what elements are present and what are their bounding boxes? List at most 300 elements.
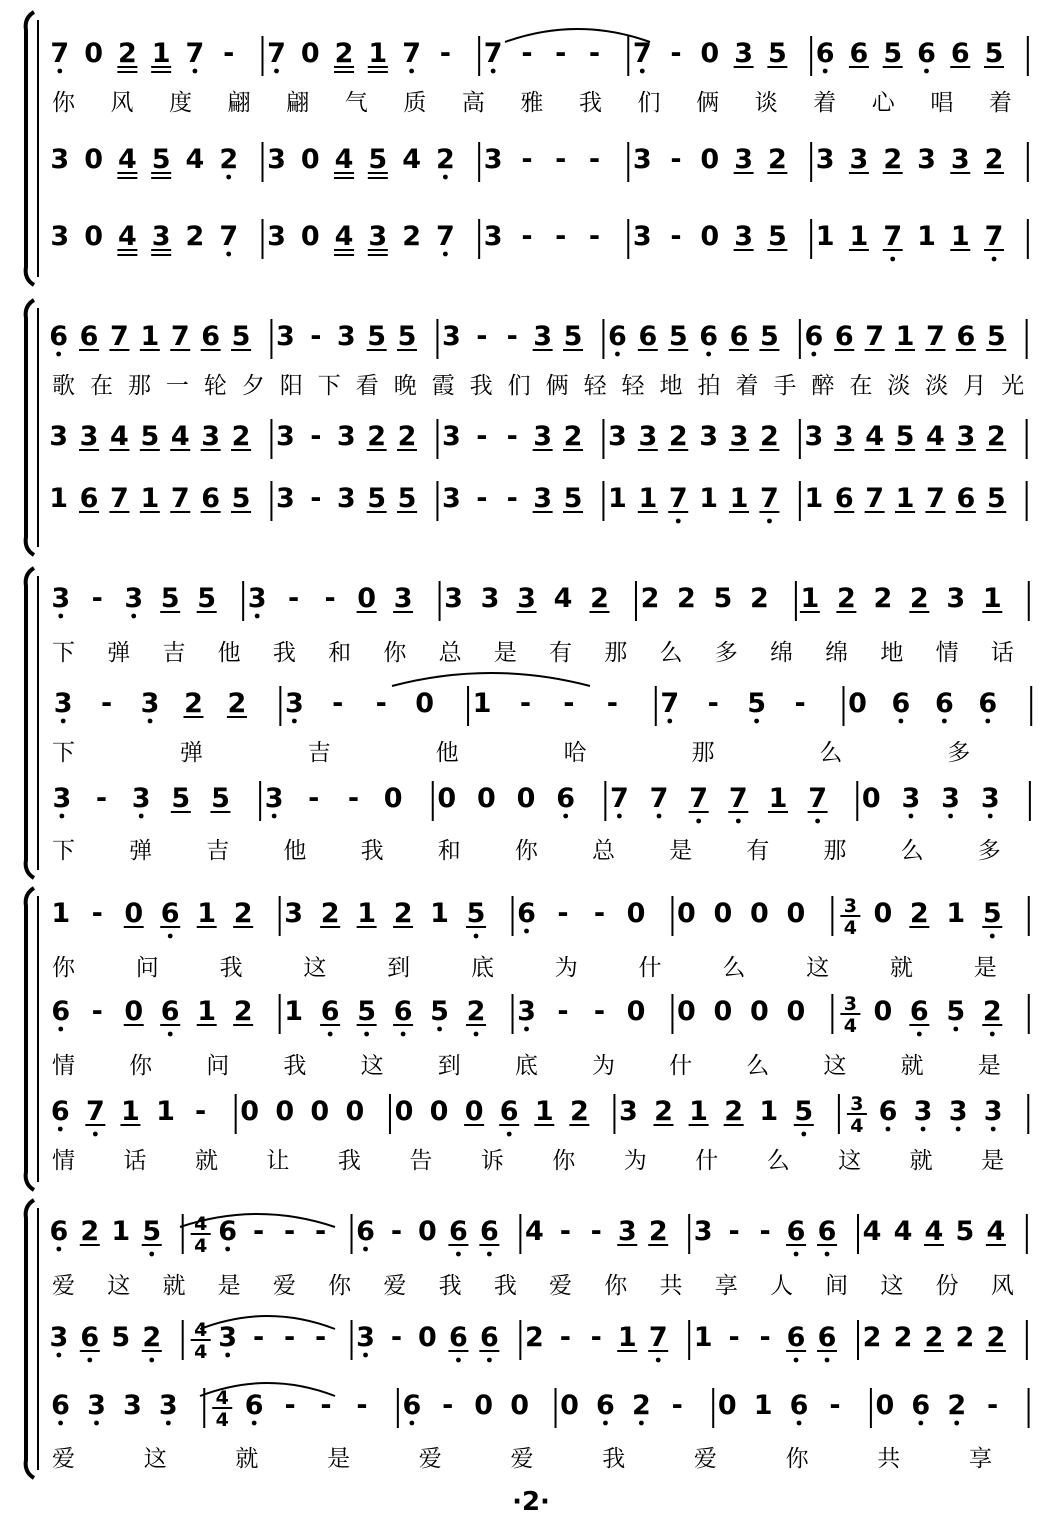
lyric-character: 诉 — [480, 1148, 504, 1174]
octave-dot — [139, 814, 144, 819]
note: 5 — [955, 1216, 975, 1247]
note: - — [390, 1216, 403, 1247]
note: 3 — [815, 144, 835, 175]
lyric-character: 和 — [328, 640, 352, 666]
note: 5 — [231, 483, 251, 514]
note: 3 — [123, 1390, 142, 1421]
note: 0 — [310, 1096, 330, 1127]
octave-dot — [801, 1132, 806, 1137]
lyric-character: 总 — [438, 640, 462, 666]
lyric-character: 我 — [493, 1273, 517, 1299]
octave-dot — [706, 352, 711, 357]
lyric-character: 人 — [769, 1273, 793, 1299]
note: - — [590, 1322, 602, 1353]
note: 2 — [750, 583, 769, 614]
octave-dot — [985, 719, 990, 724]
lyric-character: 那 — [823, 838, 847, 864]
note: - — [91, 898, 103, 929]
note: 3 — [276, 321, 295, 352]
lyric-character: 他 — [217, 640, 241, 666]
octave-dot — [921, 1127, 926, 1132]
note: 1 — [111, 1216, 131, 1247]
lyric-character: 心 — [871, 90, 895, 116]
note: 3 — [533, 421, 553, 452]
lyric-character: 爱 — [510, 1446, 534, 1472]
note: 4 — [170, 421, 190, 452]
octave-dot — [924, 69, 929, 74]
note: 3 — [284, 898, 304, 929]
time-signature-bottom: 4 — [215, 1409, 229, 1431]
note: - — [91, 583, 103, 614]
lyric-character: 爱 — [549, 1273, 573, 1299]
octave-dot — [657, 814, 662, 819]
lyric-character: 在 — [89, 373, 113, 399]
note: - — [314, 1216, 327, 1247]
note: 7 — [865, 483, 885, 514]
octave-dot — [767, 519, 772, 524]
note: 6 — [218, 1216, 238, 1247]
note: 3 — [517, 996, 536, 1027]
note: 3 — [284, 688, 304, 719]
octave-dot — [815, 819, 820, 824]
note: - — [671, 1390, 683, 1421]
octave-dot — [886, 1127, 891, 1132]
time-signature-top: 3 — [850, 1093, 864, 1115]
note: - — [728, 1216, 740, 1247]
time-signature-bottom: 4 — [850, 1115, 864, 1137]
note: 3 — [442, 421, 461, 452]
note: 3 — [87, 1390, 106, 1421]
lyric-character: 就 — [235, 1446, 259, 1472]
lyric-character: 到 — [387, 955, 411, 981]
octave-dot — [363, 1353, 368, 1358]
lyric-character: 我 — [272, 640, 296, 666]
octave-dot — [61, 719, 66, 724]
note: 2 — [984, 144, 1004, 175]
lyric-character: 这 — [880, 1273, 904, 1299]
lyric-character: 我 — [578, 90, 602, 116]
lyric-character: 为 — [592, 1053, 615, 1079]
note: - — [759, 1216, 771, 1247]
note: 2 — [80, 1216, 100, 1247]
system-bracket — [26, 888, 34, 1190]
lyric-character: 多 — [947, 740, 971, 766]
note: - — [95, 783, 108, 814]
note: 5 — [140, 421, 160, 452]
note: 2 — [836, 583, 856, 614]
note: 5 — [767, 221, 787, 252]
note: 3 — [734, 38, 753, 69]
time-signature-top: 4 — [194, 1319, 208, 1341]
note: 6 — [556, 783, 576, 814]
note: 2 — [883, 144, 903, 175]
note: 7 — [984, 221, 1004, 252]
note: 0 — [477, 783, 496, 814]
octave-dot — [615, 352, 620, 357]
octave-dot — [168, 934, 173, 939]
note: 7 — [660, 688, 680, 719]
note: 2 — [947, 1390, 967, 1421]
note: 6 — [699, 321, 719, 352]
lyric-character: 着 — [735, 373, 759, 399]
note: 6 — [789, 1390, 809, 1421]
note: 0 — [474, 1390, 494, 1421]
octave-dot — [87, 1358, 92, 1363]
note: 7 — [728, 783, 748, 814]
lyric-character: 阳 — [279, 373, 303, 399]
lyric-character: 问 — [206, 1053, 230, 1079]
note: - — [593, 898, 606, 929]
note: 1 — [693, 1322, 713, 1353]
lyric-character: 情 — [935, 640, 959, 666]
note: 3 — [264, 783, 284, 814]
note: 0 — [300, 144, 320, 175]
note: - — [194, 1096, 207, 1127]
note: 7 — [170, 483, 190, 514]
lyric-character: 是 — [669, 838, 693, 864]
note: 2 — [760, 421, 779, 452]
octave-dot — [168, 1032, 173, 1037]
lyric-character: 享 — [968, 1446, 992, 1472]
note: 0 — [510, 1390, 530, 1421]
note: 2 — [909, 583, 929, 614]
octave-dot — [58, 1127, 63, 1132]
note: 6 — [80, 1322, 100, 1353]
lyric-character: 那 — [691, 740, 715, 766]
note: 3 — [834, 421, 854, 452]
note: 7 — [170, 321, 190, 352]
lyric-character: 弹 — [107, 640, 131, 666]
note: 2 — [393, 898, 413, 929]
note: - — [284, 1390, 296, 1421]
note: 0 — [626, 996, 646, 1027]
lyric-character: 是 — [217, 1273, 241, 1299]
note: - — [555, 221, 567, 252]
note: 6 — [49, 321, 69, 352]
note: 1 — [895, 321, 915, 352]
note: 2 — [320, 898, 340, 929]
note: 3 — [50, 221, 70, 252]
note: - — [223, 38, 235, 69]
lyric-character: 度 — [169, 90, 193, 116]
note: 3 — [619, 1096, 638, 1127]
time-signature-top: 4 — [215, 1387, 229, 1409]
note: 1 — [284, 996, 304, 1027]
lyric-character: 他 — [435, 740, 459, 766]
note: 1 — [917, 221, 936, 252]
note: 6 — [51, 1390, 70, 1421]
note: 5 — [368, 144, 388, 175]
note: - — [310, 421, 322, 452]
note: 2 — [142, 1322, 162, 1353]
note: 4 — [334, 221, 354, 252]
note: 3 — [617, 1216, 637, 1247]
octave-dot — [443, 175, 448, 180]
note: - — [521, 144, 533, 175]
octave-dot — [487, 1358, 492, 1363]
note: 7 — [483, 38, 503, 69]
lyric-character: 爱 — [52, 1446, 75, 1472]
octave-dot — [443, 252, 448, 257]
note: - — [320, 1390, 332, 1421]
note: 1 — [759, 1096, 779, 1127]
octave-dot — [811, 352, 816, 357]
note: 3 — [336, 321, 356, 352]
note: 0 — [345, 1096, 365, 1127]
note: 0 — [437, 783, 457, 814]
note: 3 — [218, 1322, 238, 1353]
note: 7 — [649, 783, 669, 814]
note: 3 — [980, 783, 1000, 814]
note: 4 — [185, 144, 205, 175]
note: 2 — [873, 583, 893, 614]
lyric-character: 晚 — [393, 373, 417, 399]
octave-dot — [823, 69, 828, 74]
note: 3 — [608, 421, 627, 452]
note: 2 — [227, 688, 247, 719]
note: - — [308, 783, 320, 814]
note: 6 — [393, 996, 413, 1027]
note: 1 — [729, 483, 749, 514]
note: 1 — [51, 898, 71, 929]
note: - — [521, 38, 533, 69]
time-signature-bottom: 4 — [194, 1235, 208, 1257]
note: 0 — [516, 783, 536, 814]
lyric-character: 俩 — [545, 373, 569, 399]
note: 6 — [638, 321, 658, 352]
note: 1 — [849, 221, 869, 252]
lyric-character: 光 — [1001, 373, 1025, 399]
octave-dot — [401, 1032, 406, 1037]
note: - — [288, 583, 300, 614]
note: 6 — [160, 898, 180, 929]
note: 2 — [233, 898, 253, 929]
note: 3 — [941, 783, 960, 814]
lyric-character: 吉 — [162, 640, 186, 666]
note: 5 — [982, 898, 1002, 929]
note: 6 — [517, 898, 536, 929]
octave-dot — [57, 69, 62, 74]
lyric-character: 话 — [990, 640, 1014, 666]
note: 1 — [699, 483, 719, 514]
time-signature-top: 4 — [194, 1213, 208, 1235]
note: - — [253, 1216, 265, 1247]
note: 0 — [357, 583, 377, 614]
octave-dot — [825, 1358, 830, 1363]
note: 2 — [397, 421, 417, 452]
note: 0 — [626, 898, 646, 929]
system-bracket — [26, 300, 34, 555]
note: 5 — [397, 483, 417, 514]
note: 1 — [804, 483, 824, 514]
octave-dot — [990, 934, 995, 939]
lyric-character: 什 — [669, 1053, 693, 1079]
lyric-character: 雅 — [520, 90, 544, 116]
note: 6 — [917, 38, 936, 69]
octave-dot — [487, 1252, 492, 1257]
lyric-character: 吉 — [206, 838, 230, 864]
octave-dot — [166, 1421, 171, 1426]
lyric-character: 着 — [988, 90, 1012, 116]
note: 1 — [617, 1322, 637, 1353]
octave-dot — [991, 1127, 996, 1132]
lyric-character: 就 — [162, 1273, 186, 1299]
note: 0 — [84, 38, 103, 69]
octave-dot — [954, 1421, 959, 1426]
note: 1 — [689, 1096, 708, 1127]
octave-dot — [794, 1358, 799, 1363]
lyric-character: 弹 — [129, 838, 153, 864]
lyric-character: 为 — [623, 1148, 647, 1174]
note: 5 — [883, 38, 903, 69]
note: 3 — [140, 688, 160, 719]
note: - — [375, 688, 387, 719]
lyric-character: 你 — [604, 1273, 628, 1299]
note: 0 — [677, 898, 696, 929]
note: 7 — [609, 783, 629, 814]
note: 6 — [79, 483, 99, 514]
note: - — [476, 321, 488, 352]
octave-dot — [603, 1421, 608, 1426]
lyric-character: 我 — [283, 1053, 307, 1079]
note: 6 — [817, 1322, 837, 1353]
octave-dot — [226, 252, 231, 257]
lyric-character: 这 — [107, 1273, 131, 1299]
note: 3 — [442, 483, 461, 514]
lyric-character: 为 — [554, 955, 578, 981]
note: 0 — [300, 38, 320, 69]
note: 3 — [517, 583, 536, 614]
note: 5 — [142, 1216, 162, 1247]
note: 3 — [480, 583, 500, 614]
note: 0 — [786, 898, 806, 929]
octave-dot — [56, 352, 61, 357]
note: 3 — [49, 421, 69, 452]
lyric-character: 共 — [659, 1273, 683, 1299]
note: 7 — [50, 38, 70, 69]
octave-dot — [225, 1247, 230, 1252]
note: - — [588, 38, 601, 69]
lyric-character: 轻 — [583, 373, 607, 399]
lyric-character: 唱 — [930, 90, 954, 116]
note: 3 — [804, 421, 824, 452]
system-bracket — [26, 12, 34, 285]
note: 5 — [747, 688, 767, 719]
note: 1 — [800, 583, 820, 614]
octave-dot — [754, 719, 759, 724]
note: 3 — [124, 583, 144, 614]
lyric-character: 在 — [849, 373, 873, 399]
octave-dot — [409, 69, 414, 74]
lyric-character: 一 — [165, 373, 189, 399]
note: 7 — [808, 783, 828, 814]
note: - — [829, 1390, 841, 1421]
note: - — [707, 688, 719, 719]
lyric-character: 我 — [360, 838, 384, 864]
octave-dot — [56, 1353, 61, 1358]
note: 6 — [815, 38, 835, 69]
octave-dot — [437, 1027, 442, 1032]
note: 7 — [926, 483, 945, 514]
note: - — [476, 483, 488, 514]
lyric-character: 弹 — [179, 740, 203, 766]
lyric-character: 下 — [52, 740, 75, 766]
lyric-character: 质 — [403, 90, 427, 116]
octave-dot — [948, 814, 953, 819]
note: 7 — [219, 221, 239, 252]
octave-dot — [640, 69, 645, 74]
lyric-character: 告 — [409, 1148, 433, 1174]
note: 1 — [768, 783, 788, 814]
lyric-character: 么 — [819, 740, 843, 766]
lyric-character: 话 — [123, 1148, 147, 1174]
note: - — [521, 221, 533, 252]
note: 4 — [926, 421, 945, 452]
lyric-character: 气 — [344, 90, 368, 116]
lyric-character: 拍 — [697, 373, 721, 399]
octave-dot — [563, 814, 568, 819]
octave-dot — [93, 1132, 98, 1137]
lyric-character: 轻 — [621, 373, 645, 399]
note: 5 — [466, 898, 486, 929]
note: 0 — [418, 1216, 437, 1247]
note: 3 — [336, 483, 356, 514]
note: 0 — [300, 221, 320, 252]
note: 5 — [713, 583, 733, 614]
lyric-character: 谈 — [754, 90, 778, 116]
note: 6 — [201, 321, 221, 352]
octave-dot — [524, 929, 529, 934]
note: 5 — [767, 38, 787, 69]
note: 2 — [982, 996, 1002, 1027]
note: - — [519, 688, 532, 719]
note: 3 — [729, 421, 749, 452]
note: 3 — [632, 221, 652, 252]
note: - — [283, 1216, 296, 1247]
octave-dot — [676, 519, 681, 524]
note: - — [101, 688, 113, 719]
note: 2 — [590, 583, 609, 614]
note: 4 — [865, 421, 885, 452]
note: 0 — [875, 1390, 895, 1421]
note: 3 — [849, 144, 869, 175]
note: 3 — [956, 421, 976, 452]
octave-dot — [917, 1032, 922, 1037]
octave-dot — [918, 1421, 923, 1426]
note: 3 — [276, 421, 295, 452]
lyric-character: 俩 — [696, 90, 720, 116]
lyric-character: 我 — [438, 1273, 462, 1299]
note: 4 — [524, 1216, 544, 1247]
note: 6 — [817, 1216, 837, 1247]
lyric-character: 就 — [194, 1148, 218, 1174]
note: 1 — [534, 1096, 554, 1127]
note: 2 — [466, 996, 486, 1027]
note: 7 — [883, 221, 903, 252]
octave-dot — [456, 1358, 461, 1363]
note: 5 — [563, 321, 583, 352]
lyric-character: 翩 — [286, 90, 310, 116]
lyric-character: 我 — [469, 373, 493, 399]
note: 6 — [479, 1216, 499, 1247]
lyric-character: 你 — [52, 90, 75, 116]
note: - — [283, 1322, 296, 1353]
lyric-character: 爱 — [418, 1446, 442, 1472]
note: 2 — [909, 898, 929, 929]
lyric-character: 看 — [355, 373, 379, 399]
note: 4 — [986, 1216, 1006, 1247]
note: 3 — [444, 583, 463, 614]
